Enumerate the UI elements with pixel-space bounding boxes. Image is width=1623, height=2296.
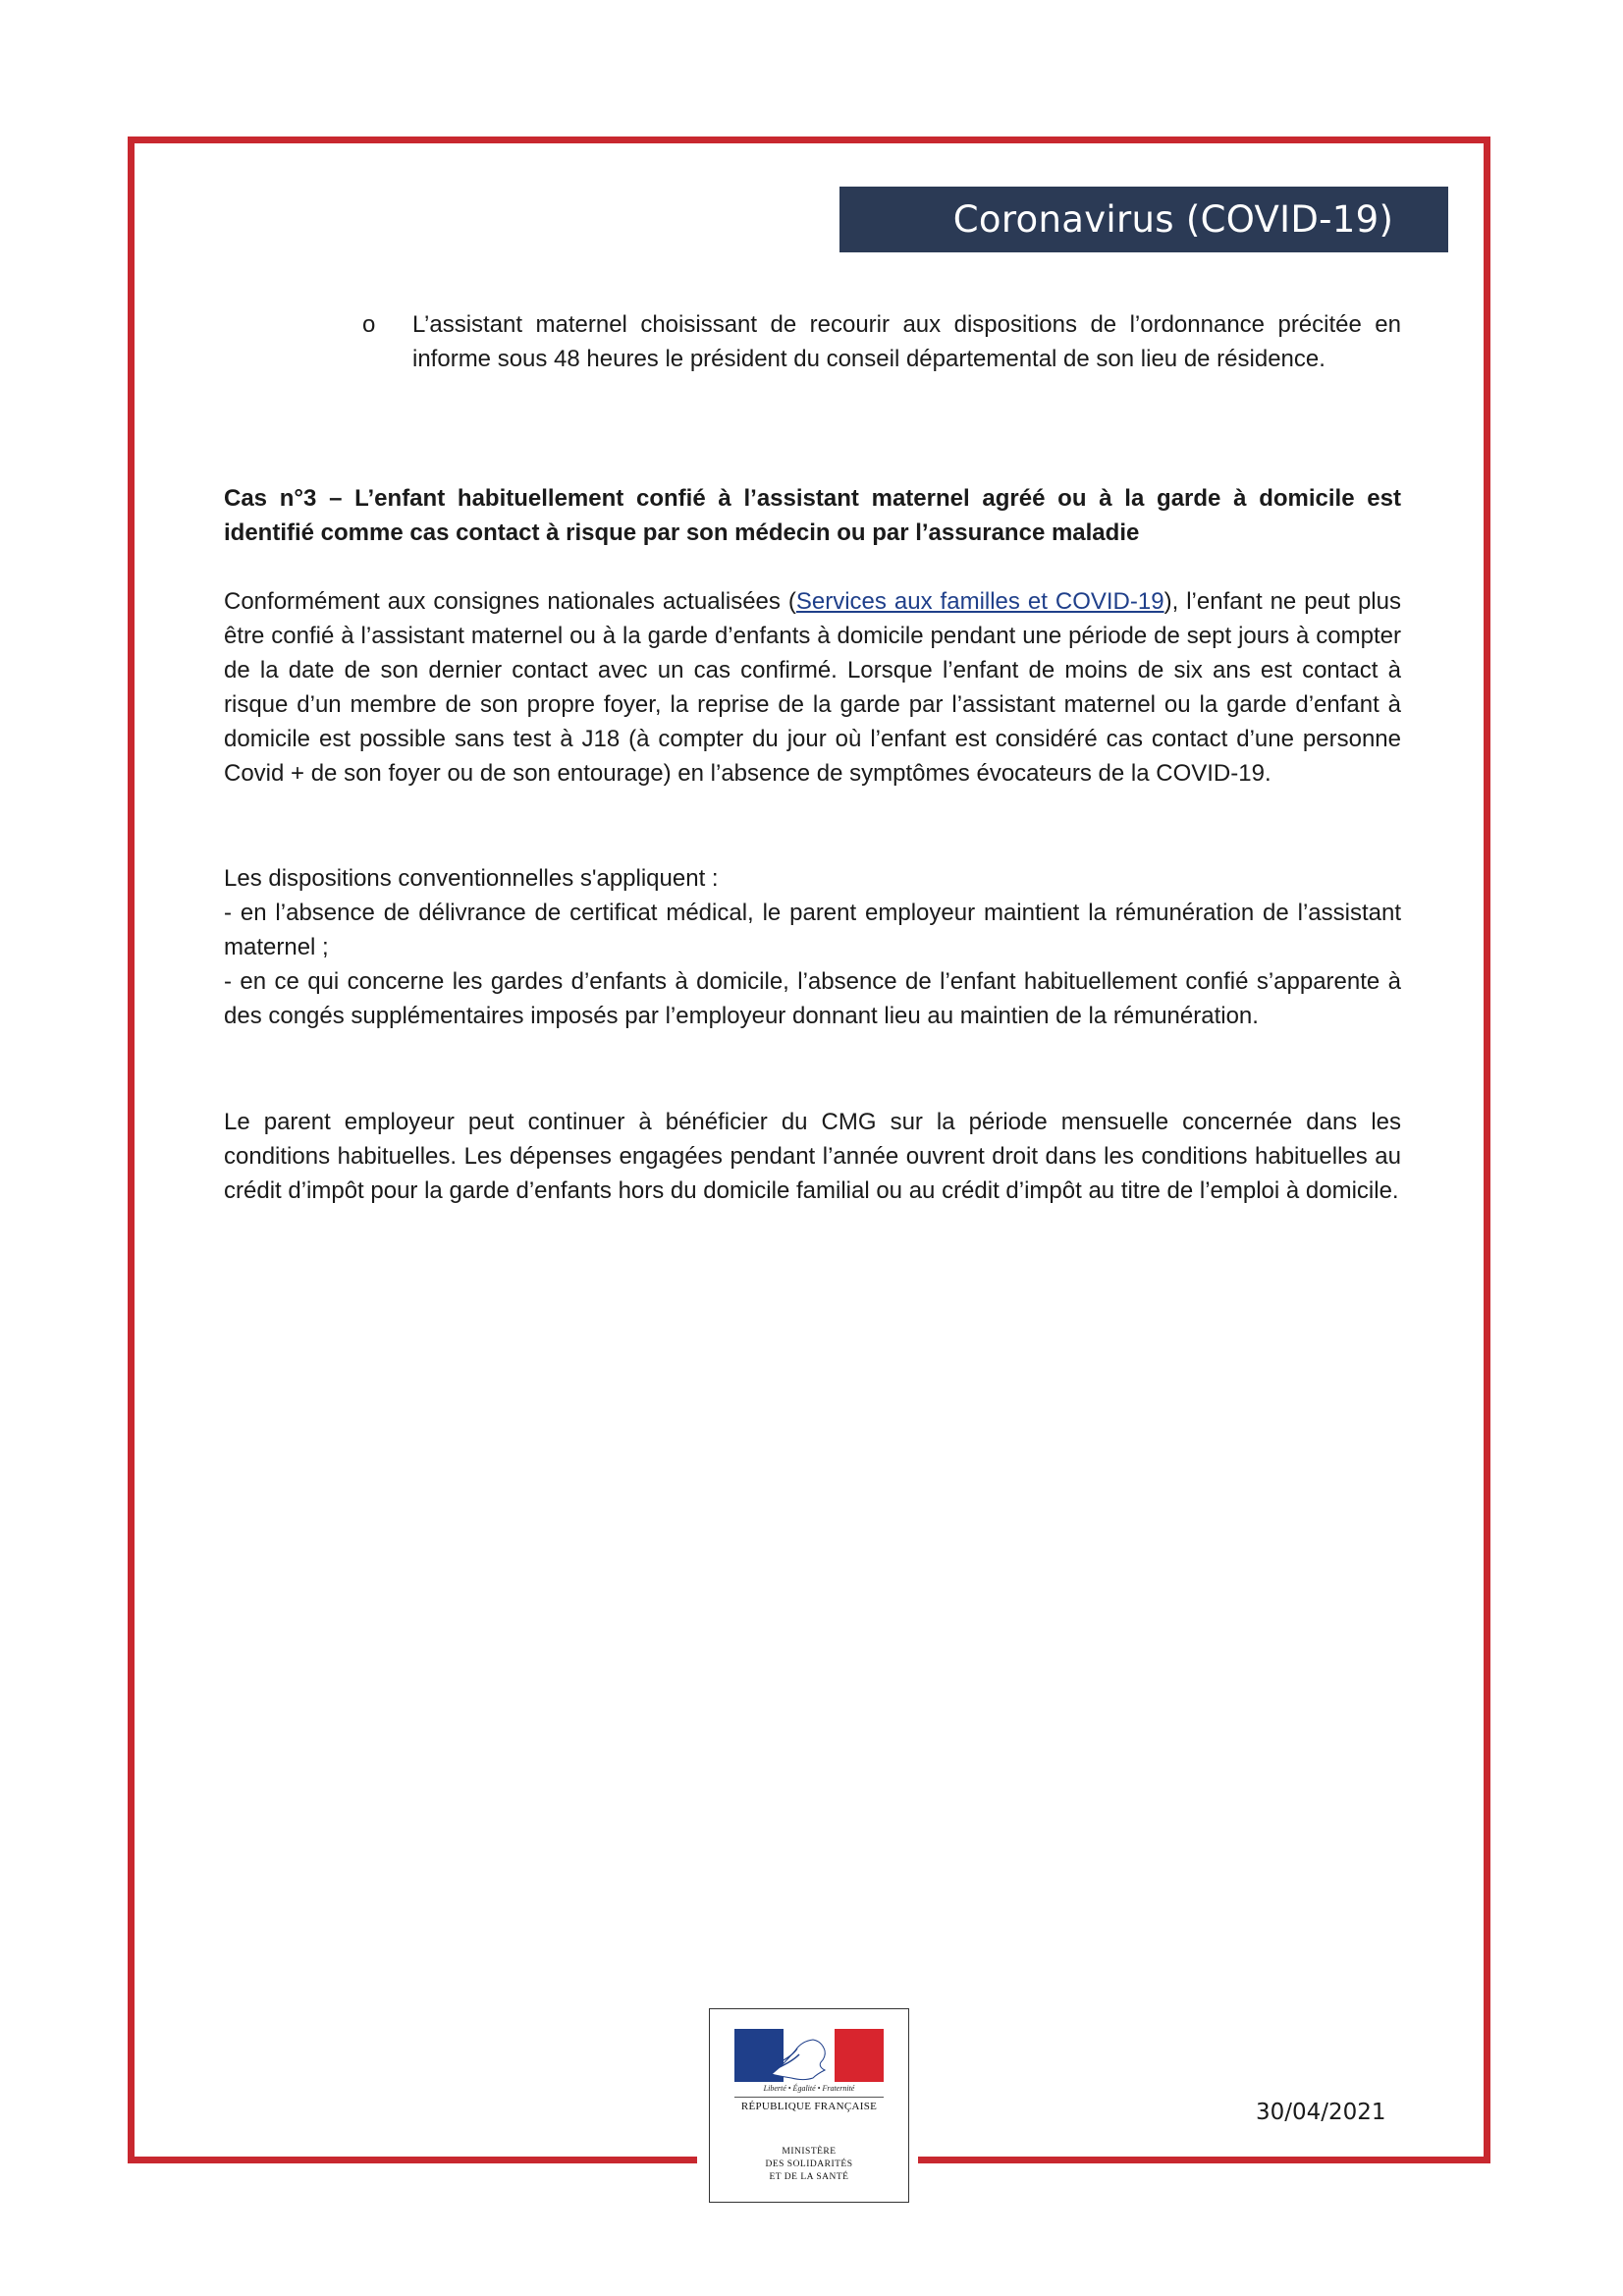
paragraph-consignes-start: Conformément aux consignes nationales actualisées ( (224, 588, 796, 615)
header-title: Coronavirus (COVID-19) (952, 198, 1394, 241)
dispositions-item-garde: - en ce qui concerne les gardes d’enfants à domicile, l’absence de l’enfant habituellement confié s’apparente à des congés supplémentaires imposés par l’employeur donnant lieu au maintien de la rémunération. (224, 968, 1401, 1029)
services-familles-link[interactable]: Services aux familles et COVID-19 (795, 588, 1164, 615)
page-frame-bottom-right (918, 2157, 1490, 2163)
bullet-text: L’assistant maternel choisissant de recourir aux dispositions de l’ordonnance précitée en informe sous 48 heures le président du conseil départemental de son lieu de résidence. (412, 311, 1401, 372)
section-heading: Cas n°3 – L’enfant habituellement confié à l’assistant maternel agréé ou à la garde à domicile est identifié comme cas contact à risque par son médecin ou par l’assurance maladie (224, 485, 1401, 546)
logo-motto: Liberté • Égalité • Fraternité (763, 2084, 855, 2093)
logo-divider (734, 2097, 884, 2098)
bullet-item (362, 307, 1401, 376)
logo-republique: RÉPUBLIQUE FRANÇAISE (740, 2101, 878, 2112)
paragraph-cmg: Le parent employeur peut continuer à bénéficier du CMG sur la période mensuelle concernée dans les conditions habituelles. Les dépenses engagées pendant l’année ouvrent droit dans les conditions habituelles au crédit d’impôt pour la garde d’enfants hors du domicile familial ou au crédit d’impôt au titre de l’emploi à domicile. (224, 1109, 1401, 1204)
document-date: 30/04/2021 (1256, 2100, 1386, 2125)
ministere-line-1: MINISTÈRE (782, 2147, 837, 2157)
logo-ministere (710, 2146, 908, 2184)
ministere-line-3: ET DE LA SANTÉ (769, 2172, 849, 2182)
dispositions-item-assistant: - en l’absence de délivrance de certificat médical, le parent employeur maintient la rémunération de l’assistant maternel ; (224, 900, 1401, 960)
paragraph-consignes (224, 584, 1401, 791)
marianne-flag-icon (734, 2029, 884, 2082)
ministere-line-2: DES SOLIDARITÉS (765, 2159, 853, 2169)
dispositions-intro: Les dispositions conventionnelles s'appliquent : (224, 865, 719, 892)
bullet-circle-icon: o (362, 311, 376, 338)
header-banner (839, 187, 1448, 252)
paragraph-consignes-end: ), l’enfant ne peut plus être confié à l’assistant maternel ou à la garde d’enfants à domicile pendant une période de sept jours à compter de la date de son dernier contact avec un cas confirmé. Lorsque l’enfant de moins de six ans est contact à risque d’un membre de son propre foyer, la reprise de la garde par l’assistant maternel ou la garde d’enfant à domicile est possible sans test à J18 (à compter du jour où l’enfant est considéré cas contact d’une personne Covid + de son foyer ou de son entourage) en l’absence de symptômes évocateurs de la COVID-19. (224, 588, 1401, 787)
government-logo (709, 2008, 909, 2203)
page-frame-bottom-left (128, 2157, 697, 2163)
paragraph-dispositions (224, 861, 1401, 1033)
